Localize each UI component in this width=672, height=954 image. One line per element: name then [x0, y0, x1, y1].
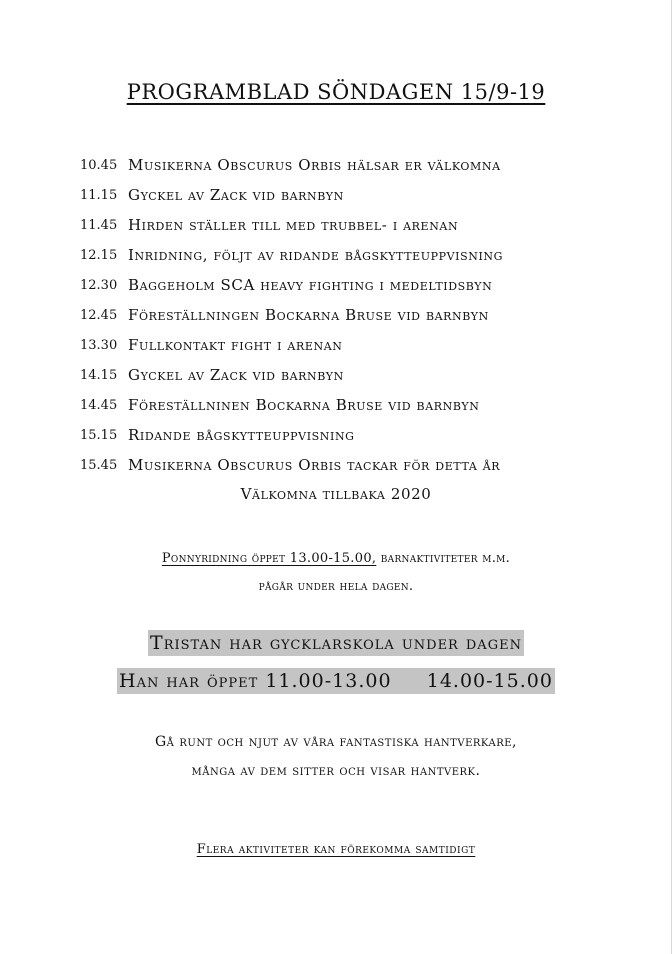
schedule-row: [80, 270, 640, 300]
schedule-time: 15.45: [80, 457, 118, 473]
schedule-text: Gyckel av Zack vid barnbyn: [128, 366, 344, 384]
schedule-time: 14.45: [80, 397, 118, 413]
schedule-time: 12.30: [80, 277, 118, 293]
crafts-info: [0, 728, 672, 786]
crafts-line-2: många av dem sitter och visar hantverk.: [191, 763, 481, 779]
schedule-text: Baggeholm SCA heavy fighting i medeltidsbyn: [128, 276, 493, 294]
schedule-row: [80, 330, 640, 360]
footer-note: Flera aktiviteter kan förekomma samtidigt: [196, 842, 476, 857]
pony-info: [0, 545, 672, 601]
schedule-row: [80, 420, 640, 450]
schedule-text: Musikerna Obscurus Orbis tackar för detta år: [128, 456, 501, 474]
tristan-hours: Han har öppet 11.00-13.00 14.00-15.00: [119, 670, 553, 692]
pony-line-2: pågår under hela dagen.: [258, 579, 414, 594]
crafts-line-1: Gå runt och njut av våra fantastiska hantverkare,: [155, 734, 517, 750]
schedule-text: Hirden ställer till med trubbel- i arenan: [128, 216, 459, 234]
schedule-time: 11.45: [80, 217, 118, 233]
schedule-row: [80, 240, 640, 270]
schedule-time: 12.15: [80, 247, 118, 263]
schedule-row: [80, 360, 640, 390]
pony-extra: barnaktiviteter m.m.: [376, 551, 511, 566]
schedule-text: Ridande bågskytteuppvisning: [128, 426, 355, 444]
schedule-time: 14.15: [80, 367, 118, 383]
schedule-text: Föreställningen Bockarna Bruse vid barnbyn: [128, 306, 489, 324]
schedule-list: [80, 150, 640, 480]
schedule-time: 12.45: [80, 307, 118, 323]
schedule-text: Föreställninen Bockarna Bruse vid barnbyn: [128, 396, 480, 414]
schedule-text: Inridning, följt av ridande bågskytteuppvisning: [128, 246, 504, 264]
schedule-row: [80, 180, 640, 210]
closing-line: Välkomna tillbaka 2020: [240, 485, 432, 503]
page-title: PROGRAMBLAD SÖNDAGEN 15/9-19: [126, 80, 546, 104]
schedule-row: [80, 210, 640, 240]
pony-hours: Ponnyridning öppet 13.00-15.00,: [161, 551, 377, 566]
pony-line-1: [0, 545, 672, 573]
schedule-row: [80, 150, 640, 180]
tristan-notice: [0, 630, 672, 694]
schedule-text: Fullkontakt fight i arenan: [128, 336, 343, 354]
tristan-heading: Tristan har gycklarskola under dagen: [150, 632, 522, 654]
schedule-row: [80, 300, 640, 330]
schedule-row: [80, 390, 640, 420]
schedule-text: Gyckel av Zack vid barnbyn: [128, 186, 344, 204]
schedule-text: Musikerna Obscurus Orbis hälsar er välkomna: [128, 156, 501, 174]
schedule-row: [80, 450, 640, 480]
schedule-time: 13.30: [80, 337, 118, 353]
schedule-time: 11.15: [80, 187, 118, 203]
schedule-time: 10.45: [80, 157, 118, 173]
schedule-time: 15.15: [80, 427, 118, 443]
